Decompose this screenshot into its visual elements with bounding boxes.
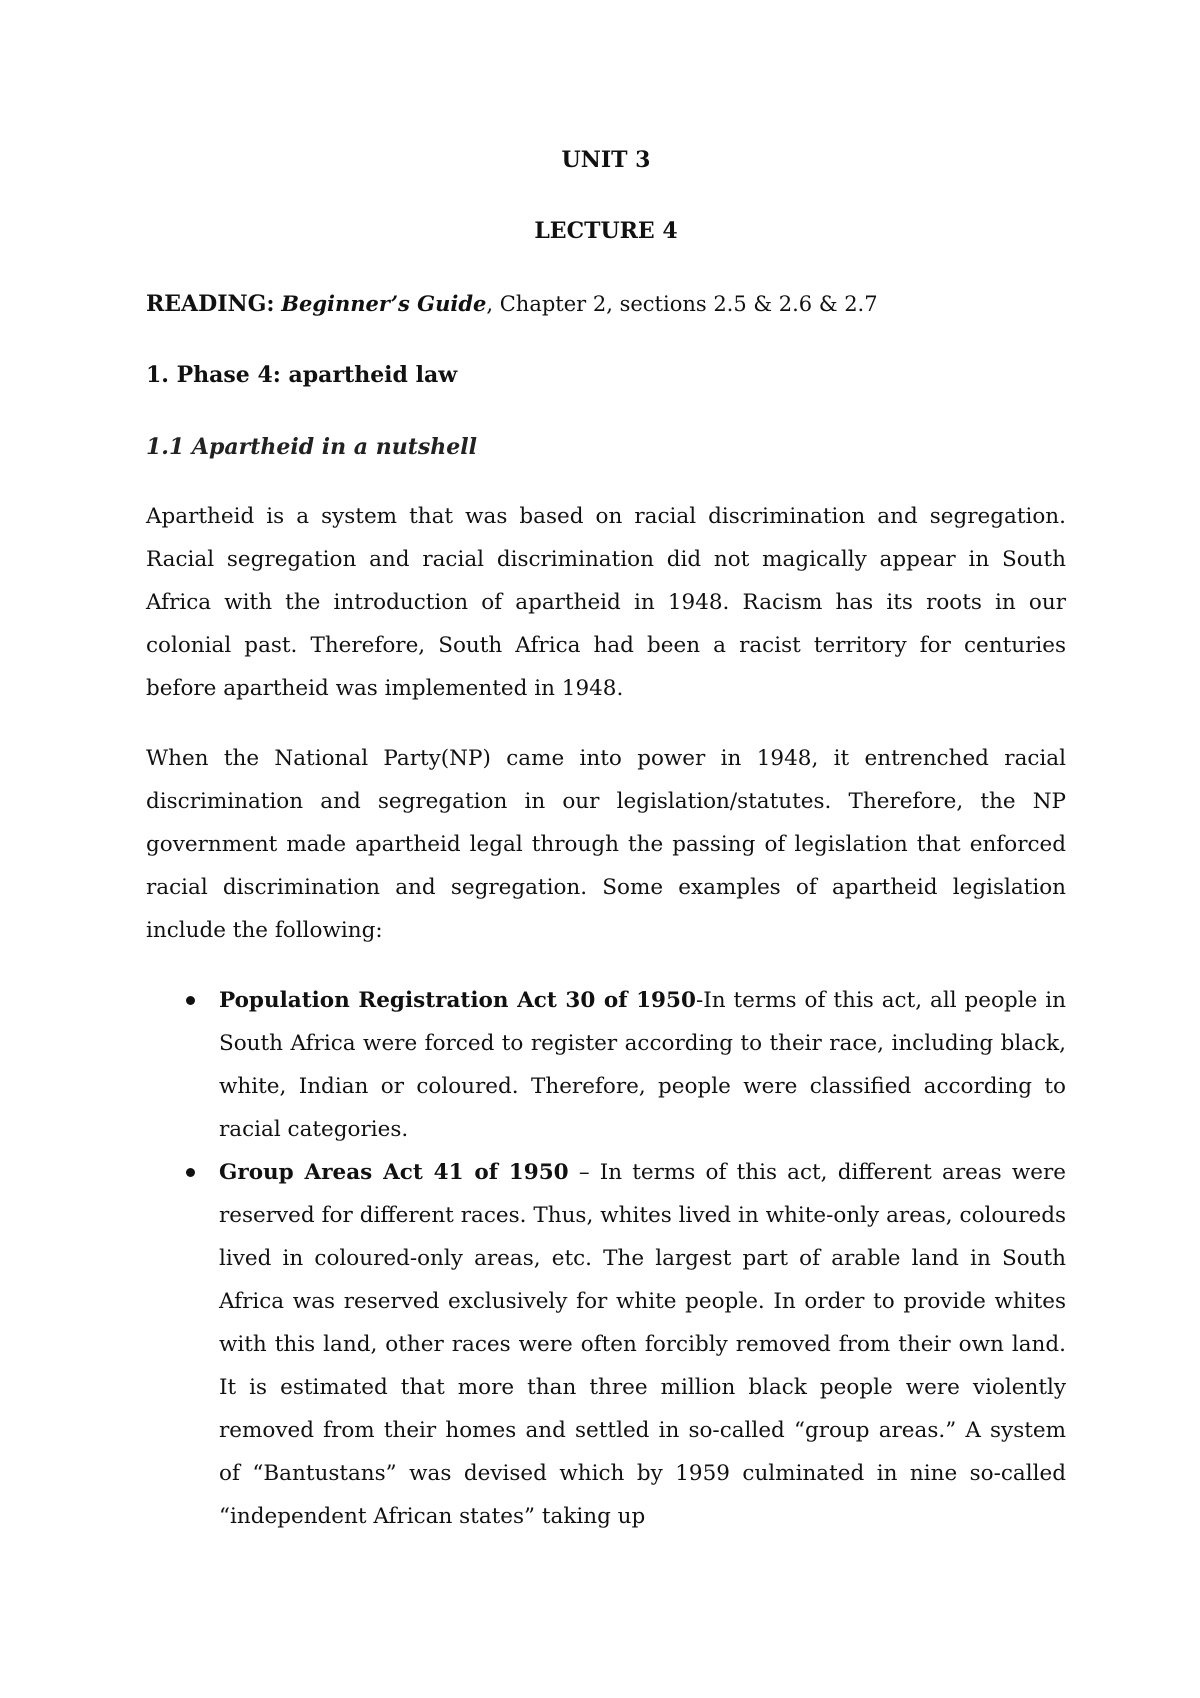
list-item bbox=[146, 1151, 1066, 1538]
reading-line bbox=[146, 289, 1066, 319]
lecture-title: LECTURE 4 bbox=[534, 218, 678, 244]
reading-guide-title: Beginner’s Guide bbox=[281, 291, 487, 316]
list-item bbox=[146, 979, 1066, 1151]
bullet-icon bbox=[186, 996, 195, 1005]
bullet-icon bbox=[186, 1168, 195, 1177]
act-name: Population Registration Act 30 of 1950 bbox=[219, 988, 696, 1013]
reading-label: READING: bbox=[146, 291, 275, 317]
act-description: – In terms of this act, different areas were reserved for different races. Thus, whites lived in white-only areas, coloureds lived in coloured-only areas, etc. The largest part of arable land in South Africa was reserved exclusively for white people. In order to provide whites with this land, other races were often forcibly removed from their own land. It is estimated that more than three million black people were violently removed from their homes and settled in so-called “group areas.” A system of “Bantustans” was devised which by 1959 culminated in nine so-called “independent African states” taking up bbox=[219, 1160, 1066, 1529]
legislation-list bbox=[146, 979, 1066, 1538]
act-description: -In terms of this act, all people in South Africa were forced to register according to their race, including black, white, Indian or coloured. Therefore, people were classified according to racial categories. bbox=[219, 988, 1066, 1142]
subsection-heading: 1.1 Apartheid in a nutshell bbox=[146, 434, 477, 460]
paragraph: Apartheid is a system that was based on racial discrimination and segregation. Racial segregation and racial discrimination did not magically appear in South Africa with the introduction of apartheid in 1948. Racism has its roots in our colonial past. Therefore, South Africa had been a racist territory for centuries before apartheid was implemented in 1948. bbox=[146, 504, 1066, 701]
reading-details: , Chapter 2, sections 2.5 & 2.6 & 2.7 bbox=[486, 292, 878, 316]
section-heading: 1. Phase 4: apartheid law bbox=[146, 362, 458, 388]
unit-title: UNIT 3 bbox=[561, 147, 651, 173]
paragraph: When the National Party(NP) came into power in 1948, it entrenched racial discrimination and segregation in our legislation/statutes. Therefore, the NP government made apartheid legal through the passing of legislation that enforced racial discrimination and segregation. Some examples of apartheid legislation include the following: bbox=[146, 746, 1066, 943]
act-name: Group Areas Act 41 of 1950 bbox=[219, 1160, 569, 1185]
